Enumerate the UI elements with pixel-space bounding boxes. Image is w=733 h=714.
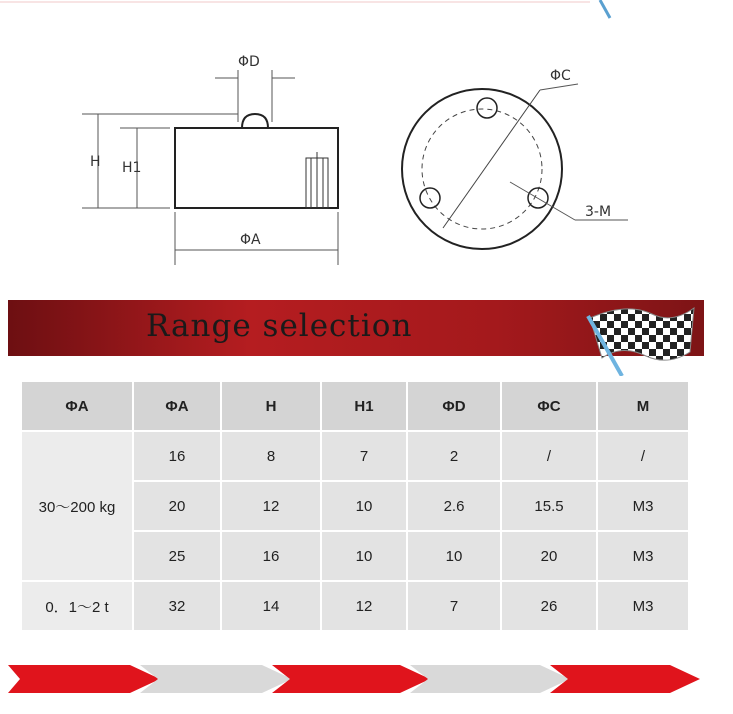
checkered-flag-icon (572, 300, 702, 376)
label-h: H (90, 154, 101, 170)
spec-table (20, 380, 690, 632)
table-cell: 16 (133, 431, 221, 481)
label-holes: 3-M (585, 204, 612, 220)
table-cell: 10 (407, 531, 501, 581)
label-diameter-d: ΦD (238, 54, 260, 70)
table-cell: 2.6 (407, 481, 501, 531)
table-cell: / (501, 431, 597, 481)
cable-gland (306, 152, 328, 208)
table-cell: 26 (501, 581, 597, 631)
table-row (21, 431, 689, 481)
hole-1 (477, 98, 497, 118)
table-cell: 10 (321, 481, 407, 531)
table-cell: 2 (407, 431, 501, 481)
banner-title: Range selection (146, 308, 413, 344)
side-view-drawing (82, 54, 338, 265)
bolt-circle (422, 109, 542, 229)
table-cell: 25 (133, 531, 221, 581)
arrow-red-1 (8, 665, 160, 693)
arrow-gray-2 (410, 665, 570, 693)
table-cell: 32 (133, 581, 221, 631)
table-cell: 20 (501, 531, 597, 581)
table-cell: M3 (597, 481, 689, 531)
header-h1: H1 (321, 381, 407, 431)
label-diameter-a: ΦA (240, 232, 261, 248)
table-cell: 16 (221, 531, 321, 581)
header-diameter-c: ΦC (501, 381, 597, 431)
table-cell: / (597, 431, 689, 481)
outer-circle (402, 89, 562, 249)
header-m: M (597, 381, 689, 431)
cylinder-body (175, 128, 338, 208)
table-row (21, 581, 689, 631)
arrow-red-3 (550, 665, 700, 693)
range-cell: 0．1～2 t (21, 581, 133, 631)
table-cell: M3 (597, 581, 689, 631)
table-cell: 20 (133, 481, 221, 531)
table-header-row (21, 381, 689, 431)
table-cell: 10 (321, 531, 407, 581)
pole-fragment (600, 0, 610, 18)
label-h1: H1 (122, 160, 142, 176)
load-button (242, 114, 268, 128)
header-h: H (221, 381, 321, 431)
top-view-drawing (402, 68, 628, 249)
table-cell: 12 (221, 481, 321, 531)
label-diameter-c: ΦC (550, 68, 571, 84)
arrow-gray-1 (140, 665, 292, 693)
table-cell: 8 (221, 431, 321, 481)
table-cell: 12 (321, 581, 407, 631)
footer-arrow-strip (0, 655, 733, 705)
table-cell: 14 (221, 581, 321, 631)
header-diameter-a: ΦA (133, 381, 221, 431)
range-cell: 30～200 kg (21, 431, 133, 581)
table-cell: M3 (597, 531, 689, 581)
table-cell: 15.5 (501, 481, 597, 531)
technical-drawings (0, 0, 733, 290)
table-cell: 7 (407, 581, 501, 631)
diameter-line (443, 90, 540, 228)
header-diameter-d: ΦD (407, 381, 501, 431)
arrow-red-2 (272, 665, 430, 693)
header-range: ΦA (21, 381, 133, 431)
table-cell: 7 (321, 431, 407, 481)
